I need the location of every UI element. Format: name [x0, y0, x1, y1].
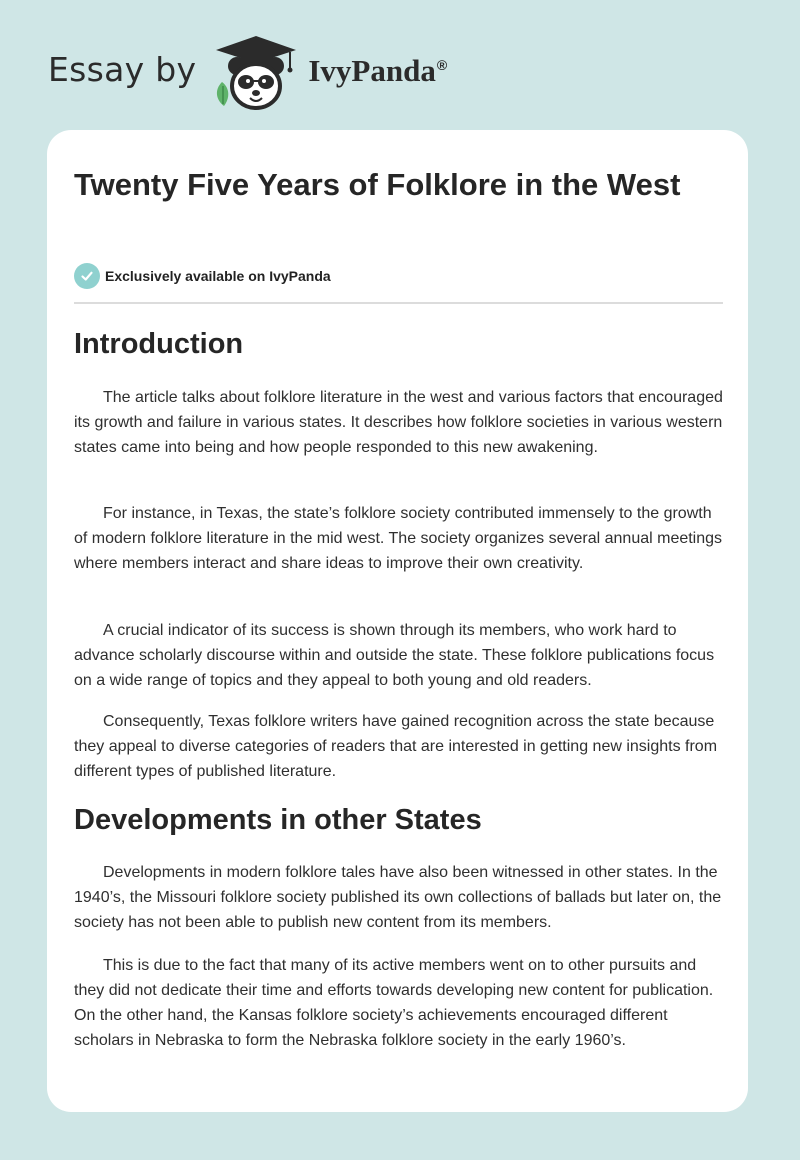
section-heading-introduction: Introduction — [74, 328, 244, 360]
ivypanda-logo-text[interactable] — [308, 53, 447, 89]
paragraph: Consequently, Texas folklore writers have gained recognition across the state because they appeal to diverse categories of readers that are interested in getting new insights from different types of published literature. — [74, 713, 718, 780]
paragraph: This is due to the fact that many of its active members went on to other pursuits and they did not dedicate their time and efforts towards developing new content for publication. On the other hand, the Kansas folklore society’s achievements encouraged different scholars in Nebraska to form the Nebraska folklore society in the early 1960’s. — [74, 957, 714, 1049]
essay-title: Twenty Five Years of Folklore in the West — [74, 167, 681, 202]
section-heading-developments: Developments in other States — [74, 804, 482, 836]
essay-by-label: Essay by — [48, 49, 197, 89]
registered-mark: ® — [436, 56, 448, 73]
essay-card — [47, 130, 748, 1112]
brand-name: IvyPanda — [308, 53, 436, 88]
site-header — [48, 34, 447, 114]
exclusive-badge-label: Exclusively available on IvyPanda — [105, 268, 331, 284]
paragraph: Developments in modern folklore tales have also been witnessed in other states. In the 1940’s, the Missouri folklore society published its own collections of ballads but later on, the society has not been able to publish new content from its members. — [74, 864, 722, 931]
paragraph: The article talks about folklore literature in the west and various factors that encouraged its growth and failure in various states. It describes how folklore societies in various western states came into being and how people responded to this new awakening. — [74, 389, 723, 456]
panda-mascot-icon[interactable] — [210, 34, 302, 114]
title-divider — [74, 302, 723, 304]
check-icon — [74, 263, 100, 289]
paragraph: For instance, in Texas, the state’s folklore society contributed immensely to the growth of modern folklore literature in the mid west. The society organizes several annual meetings where members interact and share ideas to improve their own creativity. — [74, 505, 723, 572]
exclusive-badge — [74, 263, 331, 289]
paragraph: A crucial indicator of its success is shown through its members, who work hard to advance scholarly discourse within and outside the state. These folklore publications focus on a wide range of topics and they appeal to both young and old readers. — [74, 622, 715, 689]
